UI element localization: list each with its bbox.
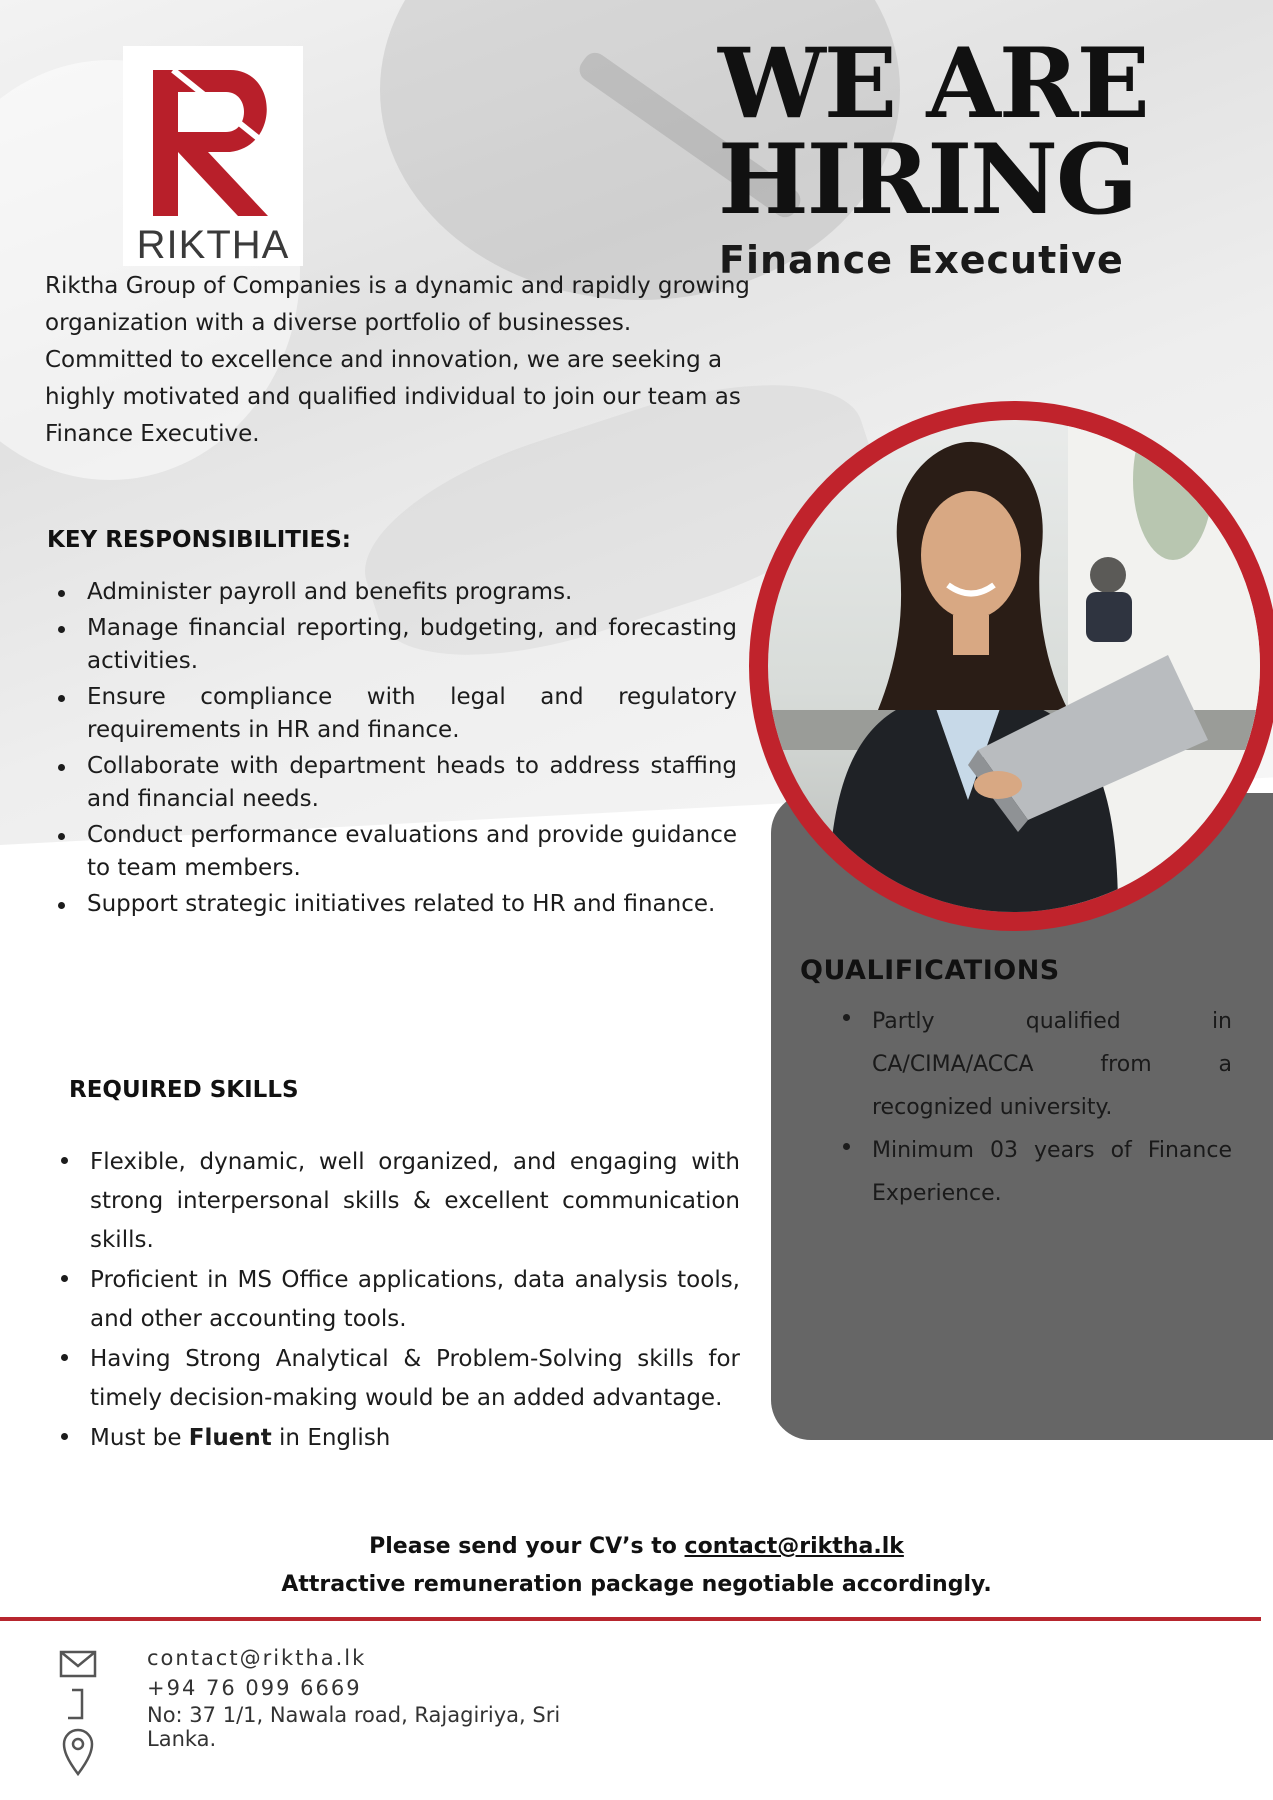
cv-email-link[interactable]: contact@riktha.lk [684, 1534, 904, 1559]
cv-instruction [0, 1534, 1273, 1559]
responsibilities-list [47, 576, 737, 924]
contact-details [147, 1643, 607, 1751]
footer-divider [0, 1617, 1261, 1621]
list-item: Flexible, dynamic, well organized, and engaging with strong interpersonal skills & excellent communication skills. [50, 1143, 740, 1260]
cv-instruction-text: Please send your CV’s to [369, 1534, 677, 1559]
remuneration-note: Attractive remuneration package negotiable accordingly. [281, 1572, 992, 1597]
headline-line-2: HIRING [718, 123, 1137, 236]
skill-suffix: in English [279, 1425, 391, 1451]
logo-r-mark-icon [138, 58, 288, 223]
list-item: Manage financial reporting, budgeting, and forecasting activities. [47, 612, 737, 678]
list-item: Conduct performance evaluations and provide guidance to team members. [47, 819, 737, 885]
mail-icon [61, 1652, 95, 1676]
qualifications-list [832, 1000, 1232, 1215]
list-item: Support strategic initiatives related to HR and finance. [47, 888, 737, 921]
company-logo [123, 46, 303, 266]
list-item: Ensure compliance with legal and regulatory requirements in HR and finance. [47, 681, 737, 747]
qualifications-title: QUALIFICATIONS [800, 955, 1060, 986]
responsibilities-title: KEY RESPONSIBILITIES: [47, 527, 351, 553]
contact-email[interactable]: contact@riktha.lk [147, 1646, 367, 1670]
skills-list [50, 1143, 740, 1459]
skill-emphasis: Fluent [188, 1425, 272, 1451]
list-item: Collaborate with department heads to address staffing and financial needs. [47, 750, 737, 816]
list-item [50, 1419, 740, 1458]
list-item: Minimum 03 years of Finance Experience. [832, 1129, 1232, 1215]
position-title: Finance Executive [719, 238, 1124, 282]
list-item: Administer payroll and benefits programs. [47, 576, 737, 609]
headline-line-1: WE ARE [718, 27, 1148, 140]
list-item: Having Strong Analytical & Problem-Solving skills for timely decision-making would be an added advantage. [50, 1340, 740, 1418]
contact-icons [58, 1648, 98, 1782]
skills-title: REQUIRED SKILLS [69, 1077, 299, 1103]
contact-phone[interactable]: +94 76 099 6669 [147, 1676, 362, 1700]
location-pin-icon [64, 1730, 92, 1774]
logo-wordmark: RIKTHA [136, 223, 290, 267]
hiring-headline [718, 27, 1238, 236]
candidate-photo [768, 420, 1260, 912]
list-item: Partly qualified in CA/CIMA/ACCA from a recognized university. [832, 1000, 1232, 1129]
skill-prefix: Must be [90, 1425, 182, 1451]
list-item: Proficient in MS Office applications, data analysis tools, and other accounting tools. [50, 1261, 740, 1339]
phone-icon [68, 1690, 82, 1718]
contact-address: No: 37 1/1, Nawala road, Rajagiriya, Sri Lanka. [147, 1703, 561, 1751]
company-intro: Riktha Group of Companies is a dynamic and rapidly growing organization with a diverse portfolio of businesses. Committed to excellence and innovation, we are seeking a highly motivated and qualified individual to join our team as Finance Executive. [45, 273, 750, 447]
